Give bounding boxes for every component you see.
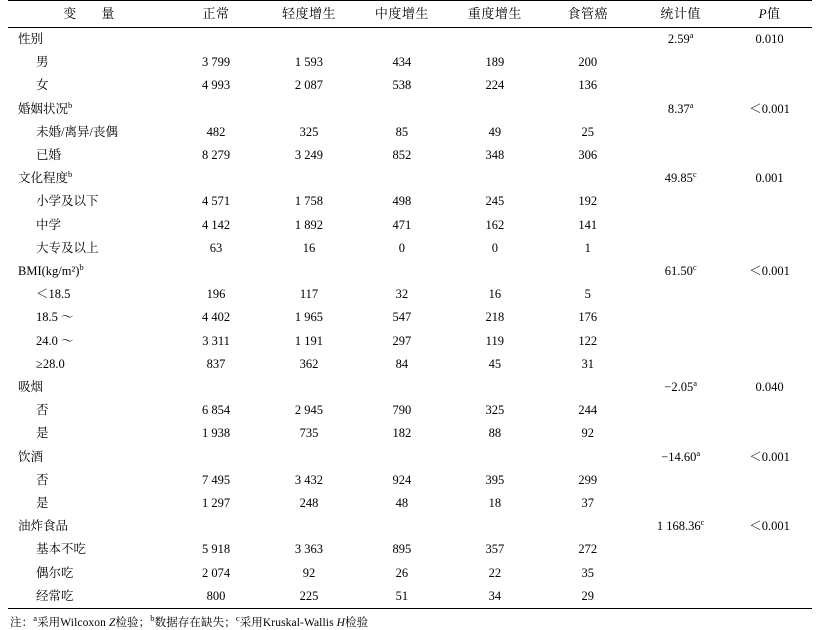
table-row: [8, 144, 812, 167]
cell-pvalue: [727, 492, 812, 515]
cell-cancer: [541, 167, 634, 190]
table-row: [8, 237, 812, 260]
cell-statistic: [634, 190, 727, 213]
row-item-label: 女: [36, 78, 49, 93]
cell-statistic: −2.05$^a$: [664, 377, 698, 395]
cell-normal: 5 918: [201, 542, 231, 557]
cell-mild: 3 363: [294, 542, 324, 557]
cell-moderate: 51: [395, 588, 409, 603]
row-group-label: 饮酒: [18, 449, 44, 464]
cell-mild: 362: [299, 356, 319, 371]
row-item-label: 18.5 ～: [36, 310, 74, 325]
cell-cancer: 122: [578, 333, 598, 348]
row-item-label: ＜18.5: [36, 287, 71, 302]
cell-cancer: [541, 446, 634, 469]
cell-severe: 34: [488, 588, 502, 603]
cell-mild: 2 945: [294, 403, 324, 418]
footnote-mark-c: c: [235, 613, 240, 624]
row-item-label: 中学: [36, 217, 62, 232]
row-group-label: 婚姻状况$^b$: [18, 99, 73, 116]
column-header-statistic: 统计值: [634, 1, 727, 28]
cell-normal: 4 993: [201, 78, 231, 93]
footnote-tail-c: 检验: [345, 617, 369, 630]
table-row: [8, 538, 812, 561]
table-row: [8, 28, 812, 52]
cell-statistic: 61.50$^c$: [664, 261, 697, 279]
table-row: [8, 98, 812, 121]
cell-pvalue: 0.040: [755, 380, 784, 395]
statistics-table: [8, 0, 812, 608]
row-item-label: 未婚/离异/丧偶: [36, 124, 118, 139]
row-item-label: 是: [36, 426, 49, 441]
cell-statistic: −14.60$^a$: [661, 447, 701, 464]
cell-severe: 357: [485, 542, 505, 557]
cell-moderate: 471: [392, 217, 412, 232]
cell-pvalue: [727, 469, 812, 492]
cell-severe: [448, 376, 541, 399]
cell-mild: 3 432: [294, 472, 324, 487]
cell-pvalue: [727, 74, 812, 97]
statistic-superscript: a: [693, 377, 698, 388]
cell-normal: 196: [206, 287, 226, 302]
table-row: [8, 399, 812, 422]
cell-severe: 119: [485, 333, 504, 348]
cell-pvalue: [727, 214, 812, 237]
cell-severe: 189: [485, 55, 505, 70]
table-row: [8, 469, 812, 492]
cell-moderate: 790: [392, 403, 412, 418]
cell-normal: 63: [209, 240, 223, 255]
row-item-label: 是: [36, 496, 49, 511]
cell-pvalue: [727, 306, 812, 329]
row-label-superscript: b: [68, 169, 73, 180]
cell-normal: 3 799: [201, 55, 231, 70]
row-item-label: 偶尔吃: [36, 565, 74, 580]
cell-pvalue: [727, 353, 812, 376]
cell-statistic: [634, 492, 727, 515]
cell-statistic: 2.59$^a$: [667, 29, 694, 46]
cell-mild: 3 249: [294, 148, 324, 163]
table-row: [8, 51, 812, 74]
row-item-label: 小学及以下: [36, 194, 99, 209]
row-item-label: 男: [36, 55, 49, 70]
row-label-superscript: b: [68, 99, 73, 110]
cell-statistic: [634, 422, 727, 445]
cell-statistic: 49.85$^c$: [664, 169, 697, 186]
cell-statistic: [634, 469, 727, 492]
cell-mild: 117: [299, 287, 319, 302]
cell-severe: 0: [491, 240, 498, 255]
footnote-prefix: 注：: [10, 617, 34, 630]
cell-cancer: 25: [581, 124, 594, 139]
row-group-label: $BMI(kg/m^2)^b$: [18, 261, 84, 279]
column-header-mild: 轻度增生: [263, 1, 356, 28]
cell-normal: 482: [206, 124, 226, 139]
cell-cancer: 1: [584, 240, 591, 255]
cell-cancer: 31: [581, 356, 594, 371]
cell-moderate: 0: [398, 240, 406, 255]
cell-mild: 1 965: [294, 310, 324, 325]
cell-normal: [170, 167, 263, 190]
table-row: [8, 283, 812, 306]
cell-pvalue: [727, 190, 812, 213]
footnote-mark-a: a: [33, 613, 38, 624]
table-row: [8, 260, 812, 283]
cell-severe: [448, 98, 541, 121]
table-row: [8, 74, 812, 97]
cell-normal: 6 854: [201, 403, 231, 418]
cell-moderate: [355, 98, 448, 121]
cell-moderate: [355, 167, 448, 190]
cell-severe: 88: [488, 426, 502, 441]
cell-cancer: 299: [578, 472, 598, 487]
table-row: [8, 121, 812, 144]
cell-statistic: [634, 214, 727, 237]
cell-pvalue: 0.001: [755, 171, 784, 186]
cell-cancer: [541, 515, 634, 538]
cell-mild: 248: [299, 496, 319, 511]
cell-severe: 16: [488, 287, 502, 302]
column-header-pvalue-rest: 值: [767, 6, 781, 21]
cell-moderate: [355, 28, 448, 52]
cell-cancer: 192: [578, 194, 598, 209]
cell-statistic: [634, 51, 727, 74]
cell-moderate: [355, 515, 448, 538]
cell-moderate: [355, 260, 448, 283]
cell-cancer: 5: [584, 287, 591, 302]
cell-pvalue: [727, 283, 812, 306]
cell-mild: [263, 98, 356, 121]
table-row: [8, 515, 812, 538]
cell-cancer: 37: [581, 496, 594, 511]
row-group-label: 文化程度$^b$: [18, 169, 73, 186]
cell-cancer: 200: [578, 55, 598, 70]
cell-normal: [170, 28, 263, 52]
cell-mild: 1 191: [294, 333, 324, 348]
cell-cancer: 29: [581, 588, 594, 603]
cell-normal: 4 402: [201, 310, 231, 325]
cell-cancer: 176: [578, 310, 598, 325]
statistic-superscript: c: [692, 169, 697, 180]
cell-moderate: 182: [392, 426, 412, 441]
row-item-label: 否: [36, 472, 49, 487]
cell-moderate: 924: [392, 472, 412, 487]
table-row: [8, 422, 812, 445]
table-row: [8, 190, 812, 213]
cell-normal: 4 142: [201, 217, 231, 232]
column-header-pvalue: [727, 1, 812, 28]
cell-pvalue: ＜0.001: [749, 264, 790, 279]
cell-statistic: [634, 585, 727, 608]
table-body: [8, 28, 812, 609]
cell-cancer: [541, 98, 634, 121]
cell-mild: 1 892: [294, 217, 324, 232]
cell-moderate: 547: [392, 310, 412, 325]
cell-cancer: 141: [578, 217, 598, 232]
column-header-pvalue-italic: P: [758, 6, 768, 21]
cell-severe: 49: [488, 124, 502, 139]
cell-mild: [263, 260, 356, 283]
cell-mild: 2 087: [294, 78, 324, 93]
cell-normal: 3 311: [202, 333, 230, 348]
cell-statistic: 1 168.36$^c$: [656, 517, 705, 534]
table-row: [8, 330, 812, 353]
cell-mild: [263, 167, 356, 190]
cell-cancer: 92: [581, 426, 594, 441]
cell-mild: 225: [299, 588, 319, 603]
cell-severe: 18: [488, 496, 502, 511]
cell-severe: 245: [485, 194, 505, 209]
table-footnote: [8, 609, 812, 630]
cell-cancer: [541, 28, 634, 52]
cell-pvalue: [727, 422, 812, 445]
column-header-severe: 重度增生: [448, 1, 541, 28]
cell-mild: 735: [299, 426, 319, 441]
cell-normal: [170, 446, 263, 469]
cell-mild: [263, 515, 356, 538]
footnote-text-a: 采用Wilcoxon: [37, 617, 109, 630]
cell-cancer: 272: [578, 542, 598, 557]
row-group-label: 吸烟: [18, 380, 44, 395]
cell-pvalue: [727, 51, 812, 74]
footnote-tail-a: 检验；: [115, 617, 151, 630]
table-row: [8, 585, 812, 608]
row-item-label: 基本不吃: [36, 542, 87, 557]
table-row: [8, 376, 812, 399]
cell-severe: 395: [485, 472, 505, 487]
cell-moderate: [355, 446, 448, 469]
cell-statistic: [634, 399, 727, 422]
cell-mild: [263, 446, 356, 469]
row-item-label: 已婚: [36, 148, 62, 163]
cell-normal: 8 279: [201, 148, 231, 163]
footnote-text-c: 采用Kruskal-Wallis: [239, 617, 337, 630]
cell-severe: 45: [488, 356, 502, 371]
cell-moderate: 852: [392, 148, 412, 163]
cell-moderate: 26: [395, 565, 409, 580]
cell-mild: 1 758: [294, 194, 324, 209]
row-item-label: 经常吃: [36, 588, 74, 603]
table-row: [8, 446, 812, 469]
cell-statistic: [634, 538, 727, 561]
footnote-italic-z: Z: [108, 617, 116, 630]
cell-severe: [448, 167, 541, 190]
cell-severe: [448, 515, 541, 538]
column-header-moderate: 中度增生: [355, 1, 448, 28]
cell-pvalue: [727, 237, 812, 260]
column-header-normal: 正常: [170, 1, 263, 28]
cell-moderate: 895: [392, 542, 412, 557]
table-row: [8, 167, 812, 190]
cell-severe: [448, 446, 541, 469]
cell-severe: 22: [488, 565, 502, 580]
cell-severe: 325: [485, 403, 505, 418]
row-label-superscript: b: [79, 261, 84, 272]
row-group-label: 性别: [18, 32, 44, 46]
cell-cancer: 136: [578, 78, 598, 93]
cell-normal: 7 495: [201, 472, 231, 487]
cell-severe: [448, 260, 541, 283]
cell-normal: 2 074: [201, 565, 231, 580]
cell-pvalue: 0.010: [755, 32, 784, 46]
footnote-italic-h: H: [336, 617, 346, 630]
cell-severe: 162: [485, 217, 505, 232]
cell-moderate: 32: [395, 287, 409, 302]
cell-statistic: [634, 121, 727, 144]
cell-moderate: 498: [392, 194, 412, 209]
cell-normal: [170, 376, 263, 399]
table-row: [8, 214, 812, 237]
cell-cancer: [541, 376, 634, 399]
cell-severe: 348: [485, 148, 505, 163]
cell-cancer: 35: [581, 565, 594, 580]
cell-pvalue: [727, 121, 812, 144]
cell-mild: 325: [299, 124, 319, 139]
cell-statistic: [634, 306, 727, 329]
cell-statistic: [634, 330, 727, 353]
cell-pvalue: ＜0.001: [749, 449, 790, 464]
cell-moderate: 84: [395, 356, 409, 371]
cell-normal: 1 297: [201, 496, 231, 511]
cell-moderate: 48: [395, 496, 409, 511]
cell-mild: 16: [302, 240, 316, 255]
statistic-superscript: a: [689, 99, 694, 110]
cell-pvalue: [727, 562, 812, 585]
cell-statistic: [634, 353, 727, 376]
cell-statistic: [634, 144, 727, 167]
column-header-variable: [8, 1, 170, 28]
table-row: [8, 353, 812, 376]
cell-statistic: [634, 237, 727, 260]
cell-pvalue: [727, 585, 812, 608]
cell-pvalue: [727, 330, 812, 353]
cell-pvalue: [727, 399, 812, 422]
row-group-label: 油炸食品: [18, 519, 69, 534]
cell-normal: 800: [206, 588, 226, 603]
cell-pvalue: [727, 538, 812, 561]
footnote-text-b: 数据存在缺失；: [154, 617, 236, 630]
cell-mild: [263, 376, 356, 399]
cell-normal: 837: [206, 356, 226, 371]
table-header: [8, 1, 812, 28]
column-header-variable-label: 变 量: [63, 6, 121, 21]
row-item-label: 24.0 ～: [36, 333, 74, 348]
table-row: [8, 306, 812, 329]
table-row: [8, 562, 812, 585]
cell-normal: [170, 260, 263, 283]
cell-normal: [170, 98, 263, 121]
cell-severe: 224: [485, 78, 505, 93]
statistic-superscript: c: [700, 517, 705, 528]
cell-moderate: 538: [392, 78, 412, 93]
cell-normal: 4 571: [201, 194, 231, 209]
cell-normal: 1 938: [201, 426, 231, 441]
cell-statistic: [634, 74, 727, 97]
cell-statistic: [634, 562, 727, 585]
statistic-superscript: a: [689, 29, 694, 40]
table-row: [8, 492, 812, 515]
statistic-superscript: a: [696, 447, 701, 458]
cell-cancer: 306: [578, 148, 598, 163]
statistic-superscript: c: [692, 261, 697, 272]
cell-moderate: 297: [392, 333, 412, 348]
cell-pvalue: [727, 144, 812, 167]
cell-mild: 1 593: [294, 55, 324, 70]
cell-cancer: 244: [578, 403, 598, 418]
row-item-label: 否: [36, 403, 49, 418]
column-header-cancer: 食管癌: [541, 1, 634, 28]
cell-statistic: 8.37$^a$: [667, 99, 694, 116]
cell-mild: [263, 28, 356, 52]
row-item-label: ≥28.0: [36, 356, 65, 371]
cell-moderate: 85: [395, 124, 409, 139]
row-item-label: 大专及以上: [36, 240, 99, 255]
cell-moderate: [355, 376, 448, 399]
cell-severe: [448, 28, 541, 52]
cell-normal: [170, 515, 263, 538]
cell-statistic: [634, 283, 727, 306]
footnote-mark-b: b: [150, 613, 155, 624]
cell-mild: 92: [302, 565, 316, 580]
cell-pvalue: ＜0.001: [749, 519, 790, 534]
cell-pvalue: ＜0.001: [749, 101, 790, 116]
cell-severe: 218: [485, 310, 505, 325]
cell-moderate: 434: [392, 55, 412, 70]
cell-cancer: [541, 260, 634, 283]
